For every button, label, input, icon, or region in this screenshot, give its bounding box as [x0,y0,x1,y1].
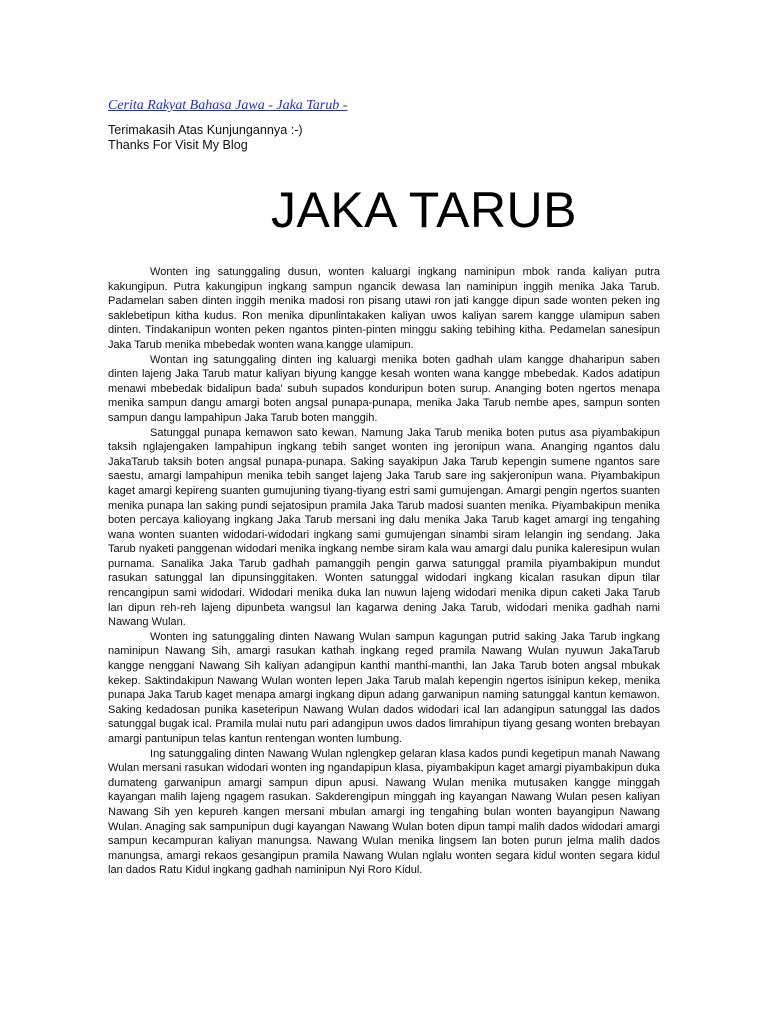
paragraph: Satunggal punapa kemawon sato kewan. Namung Jaka Tarub menika boten putus asa piyambakipun taksih nglajengaken lampahipun ingkang tebih sanget wonten ing jeronipun wana. Ananging ngantos dalu JakaTarub taksih boten angsal punapa-punapa. Saking sayakipun Jaka Tarub kepengin sumene ngantos sare saestu, amargi lampahipun menika tebih sanget lajeng Jaka Tarub sare ing sakjeronipun wana. Piyambakipun kaget amargi kepireng suanten gumujuning tiyang-tiyang estri sami gumujengan. Amargi pengin ngertos suanten menika punapa lan saking pundi sejatosipun pramila Jaka Tarub madosi suanten menika. Piyambakipun menika boten percaya kalioyang ingkang Jaka Tarub mersani ing dalu menika Jaka Tarub kaget amargi ing tengahing wana wonten suanten widodari-widodari ingkang sami gumujengan sinambi siram lelangin ing sendang. Jaka Tarub nyaketi panggenan widodari menika ingkang nembe siram kala wau amargi dalu punika kaleresipun wulan purnama. Sanalika Jaka Tarub gadhah pamanggih pengin garwa satunggal pramila piyambakipun mundut rasukan satunggal lan dipunsinggitaken. Wonten satunggal widodari ingkang kicalan rasukan dipun tilar rencangipun sami widodari. Widodari menika duka lan nuwun lajeng widodari menika dipun caketi Jaka Tarub lan dipun reh-reh lajeng dipunbeta wangsul lan kagarwa dening Jaka Tarub, widodari menika gadhah nami Nawang Wulan. [108,426,660,629]
story-body [108,265,660,878]
story-title-link[interactable]: Cerita Rakyat Bahasa Jawa - Jaka Tarub - [108,98,348,113]
paragraph: Wonten ing satunggaling dusun, wonten kaluargi ingkang naminipun mbok randa kaliyan putra kakungipun. Putra kakungipun ingkang sampun ngancik dewasa lan naminipun inggih menika Jaka Tarub. Padamelan saben dinten inggih menika madosi ron pisang utawi ron jati kangge dipun sade wonten peken ing saklebetipun kitha kudus. Ron menika dipunlintakaken kaliyan uwos kaliyan sarem kangge ulamipun saben dinten. Tindakanipun wonten peken ngantos pinten-pinten minggu saking tebihing kitha. Pedamelan sanesipun Jaka Tarub menika mbebedak wonten wana kangge ulamipun. [108,266,660,351]
paragraph: Wonten ing satunggaling dinten Nawang Wulan sampun kagungan putrid saking Jaka Tarub ingkang naminipun Nawang Sih, amargi rasukan kathah ingkang reged pramila Nawang Wulan nyuwun JakaTarub kangge nenggani Nawang Sih kaliyan adangipun kanthi manthi-manthi, lan Jaka Tarub boten angsal mbukak kekep. Saktindakipun Nawang Wulan wonten lepen Jaka Tarub malah kepengin ngertos isinipun kekep, menika punapa Jaka Tarub kaget menapa amargi ingkang dipun adang garwanipun naming satunggal kantun kemawon. Saking kedadosan punika kaseteripun Nawang Wulan dados widodari ical lan adangipun satunggal las dados satunggal bugak ical. Pramila mulai nutu pari adangipun uwos dados limrahipun tiyang gesang wonten brebayan amargi pantunipun telas kantun rentengan wonten lumbung. [108,630,660,745]
page-title: JAKA TARUB [270,182,578,238]
greeting-line: Terimakasih Atas Kunjungannya :-) [108,123,303,137]
thanks-line: Thanks For Visit My Blog [108,138,248,152]
paragraph: Ing satunggaling dinten Nawang Wulan nglengkep gelaran klasa kados pundi kegetipun manah Nawang Wulan mersani rasukan widodari wonten ing ngandapipun klasa, piyambakipun kaget amargi piyambakipun duka dumateng garwanipun amargi sampun dipun apusi. Nawang Wulan menika mutusaken kangge minggah kayangan malih lajeng ngagem rasukan. Sakderengipun minggah ing kayangan Nawang Wulan pesen kaliyan Nawang Sih yen kepureh kangen mersani mbulan amargi ing tengahing bulan wonten bayangipun Nawang Wulan. Anaging sak sampunipun dugi kayangan Nawang Wulan boten dipun tampi malih dados widodari amargi sampun kecampuran kaliyan manungsa. Nawang Wulan menika lingsem lan boten purun jelma malih dados manungsa, amargi rekaos gesangipun pramila Nawang Wulan nglalu wonten segara kidul wonten segara kidul lan dados Ratu Kidul ingkang gadhah naminipun Nyi Roro Kidul. [108,747,660,877]
paragraph: Wontan ing satunggaling dinten ing kaluargi menika boten gadhah ulam kangge dhaharipun saben dinten lajeng Jaka Tarub matur kaliyan biyung kangge kesah wonten wana kangge mbebedak. Kados adatipun menawi mbebedak bidalipun bada' subuh supados konduripun boten surup. Ananging boten ngertos menapa menika sampun dangu amargi boten angsal punapa-punapa, menika Jaka Tarub nembe apes, sampun sonten sampun dangu lampahipun Jaka Tarub boten manggih. [108,353,660,424]
